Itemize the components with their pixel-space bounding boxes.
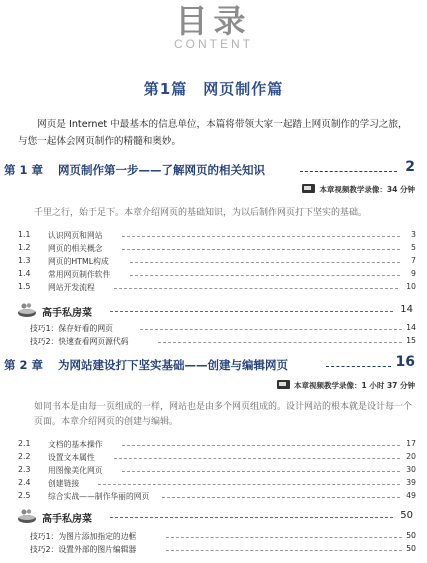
section-number: 1.3 bbox=[18, 256, 31, 265]
intro-paragraph: 网页是 Internet 中最基本的信息单位，本篇将带领大家一起踏上网页制作的学习之旅，与您一起体会网页制作的精髓和奥妙。 bbox=[18, 119, 408, 147]
tip-page: 50 bbox=[406, 544, 416, 553]
chapter-2-video bbox=[277, 380, 415, 392]
tip-entry[interactable] bbox=[30, 531, 416, 543]
section-page: 5 bbox=[411, 243, 416, 252]
leader-dots bbox=[122, 445, 400, 446]
section-page: 20 bbox=[406, 452, 416, 461]
leader-dots bbox=[122, 236, 400, 237]
section-page: 49 bbox=[406, 491, 416, 500]
toc-entry[interactable] bbox=[18, 282, 416, 294]
section-page: 7 bbox=[411, 256, 416, 265]
section-page: 3 bbox=[411, 230, 416, 239]
toc-entry[interactable] bbox=[18, 452, 416, 464]
tip-entry[interactable] bbox=[30, 323, 416, 335]
master-tips-heading[interactable] bbox=[0, 508, 427, 526]
section-page: 9 bbox=[411, 269, 416, 278]
chapter-number: 第 2 章 bbox=[4, 358, 44, 372]
leader-dots bbox=[114, 458, 400, 459]
part-title: 第1篇 网页制作篇 bbox=[143, 80, 284, 98]
masthead bbox=[0, 4, 427, 51]
video-duration: 本章视频教学录像：1 小时 37 分钟 bbox=[294, 381, 415, 390]
chef-bowl-icon bbox=[16, 302, 38, 318]
leader-dots bbox=[122, 249, 400, 250]
leader-dots bbox=[166, 537, 402, 538]
toc-entry[interactable] bbox=[18, 230, 416, 242]
video-duration: 本章视频教学录像：34 分钟 bbox=[319, 185, 415, 194]
section-label: 网页的相关概念 bbox=[48, 244, 103, 253]
toc-entry[interactable] bbox=[18, 439, 416, 451]
chapter-1-video bbox=[302, 184, 415, 196]
tip-page: 50 bbox=[406, 531, 416, 540]
chapter-page: 2 bbox=[405, 159, 415, 175]
video-clapper-icon bbox=[302, 184, 315, 193]
chapter-1-description: 千里之行，始于足下。本章介绍网页的基础知识，为以后制作网页打下坚实的基础。 bbox=[34, 208, 368, 218]
chef-bowl-icon bbox=[16, 508, 38, 524]
toc-entry[interactable] bbox=[18, 269, 416, 281]
section-label: 综合实战——制作华丽的网页 bbox=[48, 492, 150, 501]
leader-dots bbox=[114, 288, 398, 289]
leader-dots bbox=[166, 550, 402, 551]
master-tips-page: 14 bbox=[400, 304, 413, 315]
section-label: 网页的HTML构成 bbox=[48, 257, 109, 266]
tip-label: 技巧2：快速查看网页源代码 bbox=[30, 337, 129, 346]
master-tips-heading[interactable] bbox=[0, 302, 427, 320]
section-number: 2.4 bbox=[18, 478, 31, 487]
chapter-1-heading[interactable] bbox=[0, 159, 427, 178]
leader-dots bbox=[158, 342, 402, 343]
toc-entry[interactable] bbox=[18, 465, 416, 477]
toc-entry[interactable] bbox=[18, 491, 416, 503]
section-label: 认识网页和网站 bbox=[48, 231, 103, 240]
section-number: 2.3 bbox=[18, 465, 31, 474]
section-number: 2.2 bbox=[18, 452, 31, 461]
chapter-2-description: 如同书本是由每一页组成的一样，网站也是由多个网页组成的。设计网站的根本就是设计每一个页面。本章介绍网页的创建与编辑。 bbox=[34, 402, 413, 427]
leader-dots bbox=[162, 497, 400, 498]
leader-dots bbox=[122, 471, 400, 472]
chapter-2-heading[interactable] bbox=[0, 354, 427, 373]
tip-label: 技巧1：保存好看的网页 bbox=[30, 324, 113, 333]
section-label: 常用网页制作软件 bbox=[48, 270, 111, 279]
tip-page: 14 bbox=[406, 323, 416, 332]
tip-entry[interactable] bbox=[30, 544, 416, 556]
master-tips-label: 高手私房菜 bbox=[42, 514, 92, 525]
section-label: 创建链接 bbox=[48, 479, 80, 488]
page-subtitle: CONTENT bbox=[174, 37, 253, 51]
master-tips-label: 高手私房菜 bbox=[42, 308, 92, 319]
section-page: 17 bbox=[406, 439, 416, 448]
section-label: 网站开发流程 bbox=[48, 283, 95, 292]
master-tips-page: 50 bbox=[400, 510, 413, 521]
leader-dots bbox=[140, 329, 402, 330]
section-number: 1.1 bbox=[18, 230, 31, 239]
section-label: 文档的基本操作 bbox=[48, 440, 103, 449]
section-label: 用图像美化网页 bbox=[48, 466, 103, 475]
tip-page: 15 bbox=[406, 336, 416, 345]
tip-entry[interactable] bbox=[30, 336, 416, 348]
section-number: 2.5 bbox=[18, 491, 31, 500]
chapter-title: 为网站建设打下坚实基础——创建与编辑网页 bbox=[58, 358, 288, 372]
section-page: 30 bbox=[406, 465, 416, 474]
section-page: 10 bbox=[406, 282, 416, 291]
chapter-title: 网页制作第一步——了解网页的相关知识 bbox=[58, 163, 265, 177]
section-number: 1.5 bbox=[18, 282, 31, 291]
toc-entry[interactable] bbox=[18, 256, 416, 268]
section-number: 1.4 bbox=[18, 269, 31, 278]
video-clapper-icon bbox=[277, 380, 290, 389]
tip-label: 技巧1：为图片添加指定的边框 bbox=[30, 532, 137, 541]
leader-dots bbox=[110, 311, 393, 312]
page-title: 目录 bbox=[175, 2, 252, 40]
chapter-number: 第 1 章 bbox=[4, 163, 44, 177]
leader-dots bbox=[98, 484, 400, 485]
section-number: 2.1 bbox=[18, 439, 31, 448]
chapter-leader bbox=[326, 366, 391, 367]
leader-dots bbox=[130, 262, 400, 263]
section-page: 39 bbox=[406, 478, 416, 487]
chapter-leader bbox=[300, 171, 397, 172]
toc-entry[interactable] bbox=[18, 478, 416, 490]
leader-dots bbox=[130, 275, 400, 276]
chapter-page: 16 bbox=[395, 354, 415, 370]
section-label: 设置文本属性 bbox=[48, 453, 95, 462]
section-number: 1.2 bbox=[18, 243, 31, 252]
toc-entry[interactable] bbox=[18, 243, 416, 255]
tip-label: 技巧2：设置外部的图片编辑器 bbox=[30, 545, 137, 554]
leader-dots bbox=[110, 517, 393, 518]
